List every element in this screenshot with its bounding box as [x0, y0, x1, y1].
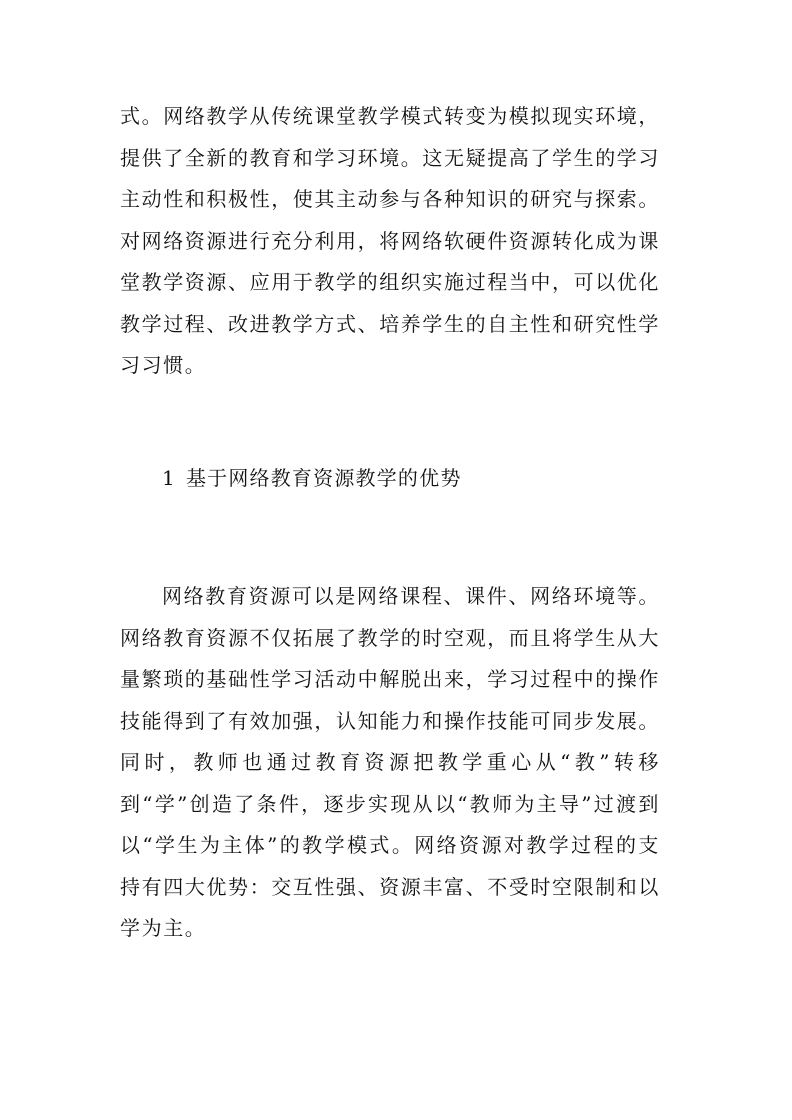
- body-paragraph-2: 网络教育资源可以是网络课程、课件、网络环境等。网络教育资源不仅拓展了教学的时空观，而且将学生从大量繁琐的基础性学习活动中解脱出来，学习过程中的操作技能得到了有效加强，认知能力和操作技能可同步发展。同时，教师也通过教育资源把教学重心从“教”转移到“学”创造了条件，逐步实现从以“教师为主导”过渡到以“学生为主体”的教学模式。网络资源对教学过程的支持有四大优势：交互性强、资源丰富、不受时空限制和以学为主。: [120, 584, 660, 940]
- body-paragraph-1: 式。网络教学从传统课堂教学模式转变为模拟现实环境，提供了全新的教育和学习环境。这无疑提高了学生的学习主动性和积极性，使其主动参与各种知识的研究与探索。对网络资源进行充分利用，将网络软硬件资源转化成为课堂教学资源、应用于教学的组织实施过程当中，可以优化教学过程、改进教学方式、培养学生的自主性和研究性学习习惯。: [120, 104, 660, 377]
- section-heading: [162, 458, 462, 500]
- section-number: 1: [162, 466, 176, 490]
- section-title: 基于网络教育资源教学的优势: [185, 466, 462, 490]
